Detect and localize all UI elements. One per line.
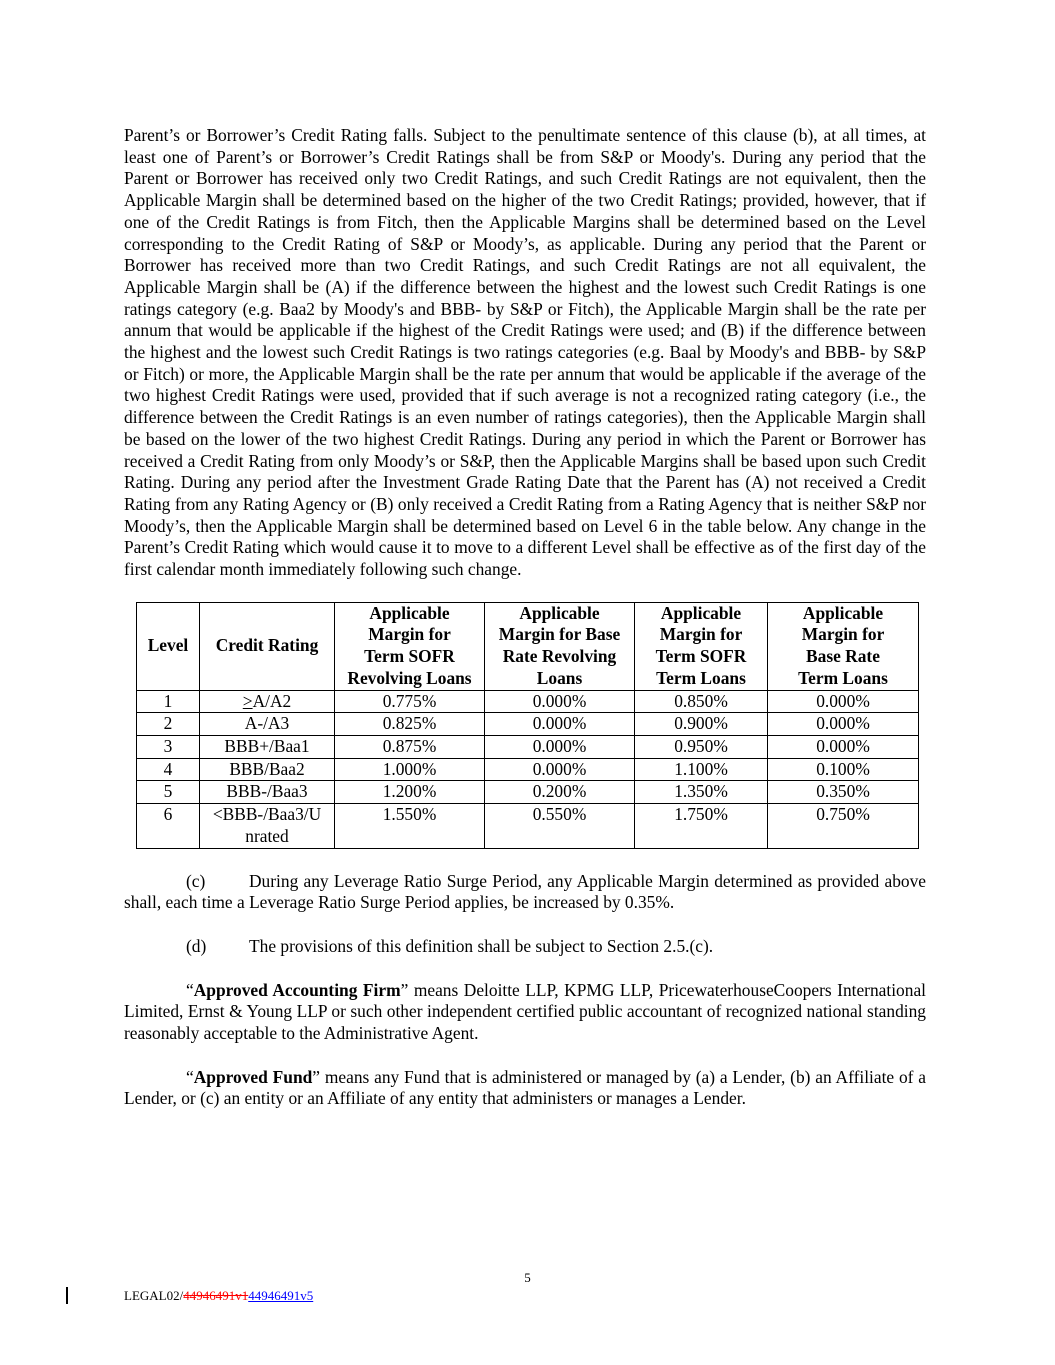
cell-value: 0.900% bbox=[635, 713, 768, 736]
cell-value: 1.550% bbox=[335, 804, 485, 848]
document-page bbox=[124, 125, 926, 1110]
table-row bbox=[137, 690, 919, 713]
cell-value: 0.000% bbox=[485, 713, 635, 736]
cell-value: 0.100% bbox=[768, 758, 919, 781]
cell-value: 0.000% bbox=[485, 735, 635, 758]
cell-value: 0.200% bbox=[485, 781, 635, 804]
header-term-sofr-revolving: Applicable Margin for Term SOFR Revolving Loans bbox=[335, 602, 485, 690]
cell-level: 6 bbox=[137, 804, 200, 848]
cell-value: 0.825% bbox=[335, 713, 485, 736]
cell-value: 0.000% bbox=[768, 735, 919, 758]
cell-value: 0.000% bbox=[768, 690, 919, 713]
cell-value: 0.750% bbox=[768, 804, 919, 848]
cell-level: 4 bbox=[137, 758, 200, 781]
cell-level: 2 bbox=[137, 713, 200, 736]
cell-credit-rating: BBB+/Baa1 bbox=[200, 735, 335, 758]
cell-credit-rating: BBB/Baa2 bbox=[200, 758, 335, 781]
cell-value: 1.100% bbox=[635, 758, 768, 781]
cell-value: 1.000% bbox=[335, 758, 485, 781]
table-row bbox=[137, 735, 919, 758]
table-header-row bbox=[137, 602, 919, 690]
document-id: LEGAL02/44946491v144946491v5 bbox=[124, 1288, 314, 1303]
header-base-rate-term: Applicable Margin for Base Rate Term Loans bbox=[768, 602, 919, 690]
cell-value: 0.000% bbox=[768, 713, 919, 736]
cell-value: 0.350% bbox=[768, 781, 919, 804]
header-level: Level bbox=[137, 602, 200, 690]
deleted-version: 44946491v1 bbox=[183, 1288, 249, 1303]
table-row bbox=[137, 804, 919, 848]
header-credit-rating: Credit Rating bbox=[200, 602, 335, 690]
header-base-rate-revolving: Applicable Margin for Base Rate Revolving Loans bbox=[485, 602, 635, 690]
defined-term: Approved Fund bbox=[193, 1066, 313, 1087]
cell-value: 1.200% bbox=[335, 781, 485, 804]
cell-value: 0.850% bbox=[635, 690, 768, 713]
applicable-margin-table bbox=[136, 602, 919, 849]
defined-term: Approved Accounting Firm bbox=[193, 979, 401, 1000]
definition-approved-fund: “Approved Fund” means any Fund that is administered or managed by (a) a Lender, (b) an Affiliate of a Lender, or (c) an entity or an Affiliate of any entity that administers or manages a Lender. bbox=[124, 1066, 927, 1109]
cell-value: 0.000% bbox=[485, 758, 635, 781]
header-term-sofr-term: Applicable Margin for Term SOFR Term Loans bbox=[635, 602, 768, 690]
cell-value: 0.000% bbox=[485, 690, 635, 713]
cell-credit-rating: A-/A3 bbox=[200, 713, 335, 736]
cell-credit-rating: >A/A2 bbox=[200, 690, 335, 713]
cell-level: 5 bbox=[137, 781, 200, 804]
cell-value: 1.350% bbox=[635, 781, 768, 804]
cell-level: 3 bbox=[137, 735, 200, 758]
paragraph-d: (d) The provisions of this definition shall be subject to Section 2.5.(c). bbox=[186, 935, 714, 956]
cell-value: 0.950% bbox=[635, 735, 768, 758]
inserted-version: 44946491v5 bbox=[248, 1288, 314, 1303]
cell-level: 1 bbox=[137, 690, 200, 713]
cell-value: 1.750% bbox=[635, 804, 768, 848]
table-row bbox=[137, 758, 919, 781]
cell-value: 0.875% bbox=[335, 735, 485, 758]
definition-approved-accounting-firm: “Approved Accounting Firm” means Deloitte LLP, KPMG LLP, PricewaterhouseCoopers International Limited, Ernst & Young LLP or such other independent certified public accountant of recognized national standing reasonably acceptable to the Administrative Agent. bbox=[124, 979, 926, 1044]
change-bar bbox=[66, 1287, 68, 1304]
cell-credit-rating: BBB-/Baa3 bbox=[200, 781, 335, 804]
table-row bbox=[137, 781, 919, 804]
paragraph-c: (c) During any Leverage Ratio Surge Period, any Applicable Margin determined as provided above shall, each time a Leverage Ratio Surge Period applies, be increased by 0.35%. bbox=[124, 870, 926, 913]
table-row bbox=[137, 713, 919, 736]
intro-paragraph: Parent’s or Borrower’s Credit Rating falls. Subject to the penultimate sentence of this clause (b), at all times, at least one of Parent’s or Borrower’s Credit Ratings shall be from S&P or Moody's. During any period that the Parent or Borrower has received only two Credit Ratings, and such Credit Ratings are not equivalent, then the Applicable Margin shall be determined based on the higher of the two Credit Ratings; provided, however, that if one of the Credit Ratings is from Fitch, then the Applicable Margins shall be determined based on the Level corresponding to the Credit Rating of S&P or Moody’s, as applicable. During any period that the Parent or Borrower has received more than two Credit Ratings, and such Credit Ratings are not all equivalent, the Applicable Margin shall be (A) if the difference between the highest and the lowest such Credit Ratings is one ratings category (e.g. Baa2 by Moody's and BBB- by S&P or Fitch), the Applicable Margin shall be the rate per annum that would be applicable if the highest of the Credit Ratings were used; and (B) if the difference between the highest and the lowest such Credit Ratings is two ratings categories (e.g. Baal by Moody's and BBB- by S&P or Fitch) or more, the Applicable Margin shall be the rate per annum that would be applicable if the average of the two highest Credit Ratings were used, provided that if such average is not a recognized rating category (i.e., the difference between the Credit Ratings is an even number of ratings categories), then the Applicable Margin shall be based on the lower of the two highest Credit Ratings. During any period in which the Parent or Borrower has received a Credit Rating from only Moody’s or S&P, then the Applicable Margins shall be based upon such Credit Rating. During any period after the Investment Grade Rating Date that the Parent has (A) not received a Credit Rating from any Rating Agency or (B) only received a Credit Rating from a Rating Agency that is neither S&P nor Moody’s, then the Applicable Margin shall be determined based on Level 6 in the table below. Any change in the Parent’s Credit Rating which would cause it to move to a different Level shall be effective as of the first day of the first calendar month immediately following such change. bbox=[124, 125, 926, 580]
cell-credit-rating: <BBB-/Baa3/U nrated bbox=[200, 804, 335, 848]
cell-value: 0.775% bbox=[335, 690, 485, 713]
page-number: 5 bbox=[524, 1270, 531, 1285]
cell-value: 0.550% bbox=[485, 804, 635, 848]
